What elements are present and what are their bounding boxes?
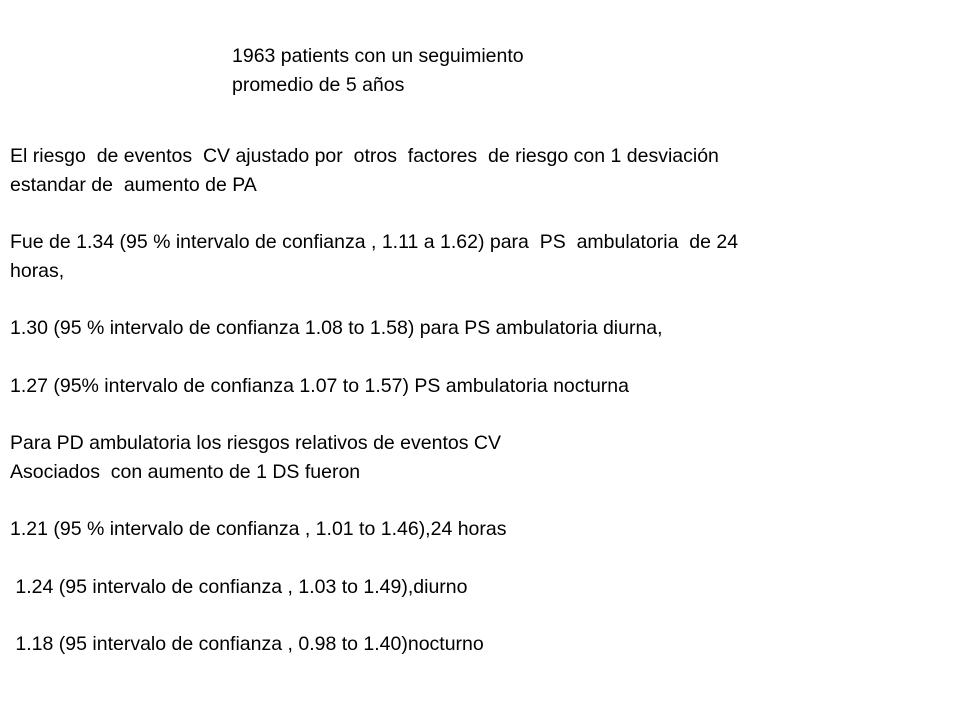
intro-line-2: estandar de aumento de PA: [10, 174, 257, 196]
pd-intro-line-2: Asociados con aumento de 1 DS fueron: [10, 461, 361, 483]
header-line-2: promedio de 5 años: [232, 74, 405, 96]
pd-day-line: 1.24 (95 intervalo de confianza , 1.03 to 1.49),diurno: [10, 576, 468, 598]
intro-line-1: El riesgo de eventos CV ajustado por otros factores de riesgo con 1 desviación: [10, 145, 719, 167]
pd-night-line: 1.18 (95 intervalo de confianza , 0.98 to 1.40)nocturno: [10, 633, 484, 655]
header-line-1: 1963 patients con un seguimiento: [232, 45, 524, 67]
pd-24h-line: 1.21 (95 % intervalo de confianza , 1.01 to 1.46),24 horas: [10, 518, 507, 540]
ps-day-line: 1.30 (95 % intervalo de confianza 1.08 to 1.58) para PS ambulatoria diurna,: [10, 317, 663, 339]
ps-24h-line-2: horas,: [10, 260, 65, 282]
ps-night-line: 1.27 (95% intervalo de confianza 1.07 to 1.57) PS ambulatoria nocturna: [10, 375, 629, 397]
pd-intro-line-1: Para PD ambulatoria los riesgos relativos de eventos CV: [10, 432, 501, 454]
ps-24h-line-1: Fue de 1.34 (95 % intervalo de confianza , 1.11 a 1.62) para PS ambulatoria de 24: [10, 231, 739, 253]
